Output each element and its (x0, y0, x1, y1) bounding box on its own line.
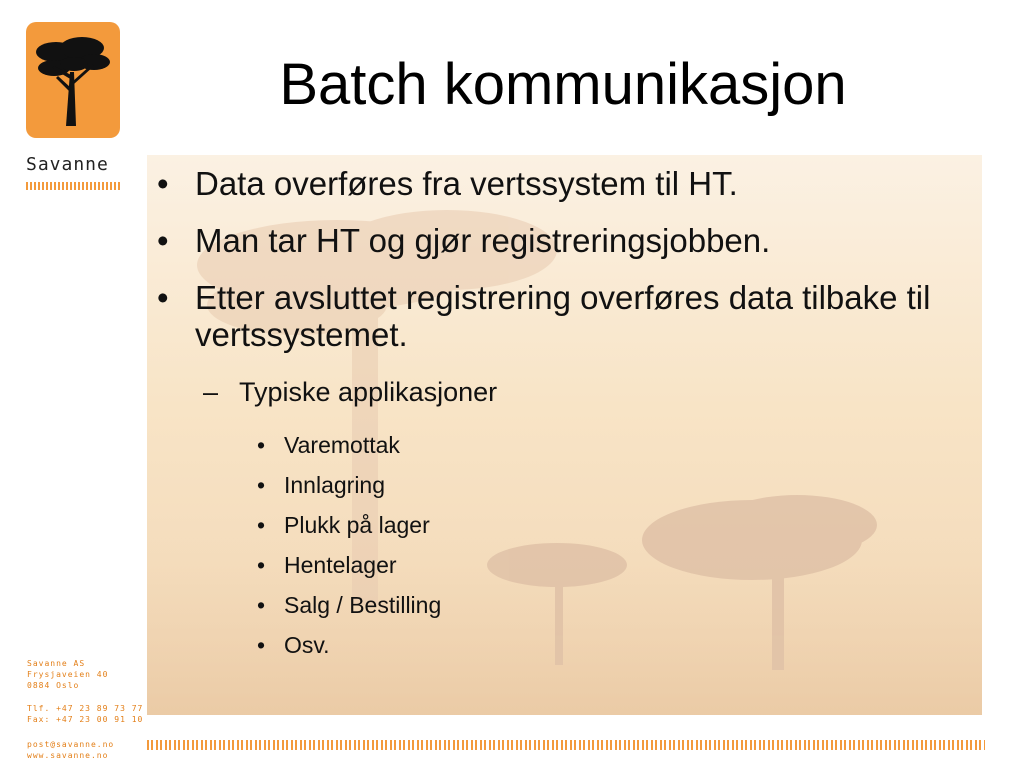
company-address (27, 658, 108, 691)
dash-glyph: – (203, 377, 219, 407)
company-online-block (27, 739, 114, 761)
application-text: Plukk på lager (284, 512, 430, 538)
bullet-glyph: • (157, 222, 169, 259)
bullet-glyph: • (157, 279, 169, 316)
street-address: Frysjaveien 40 (27, 670, 109, 679)
bullet-glyph: • (257, 512, 266, 538)
slide-title: Batch kommunikasjon (279, 52, 847, 117)
application-item (147, 591, 441, 619)
application-text: Salg / Bestilling (284, 592, 442, 618)
application-text: Hentelager (284, 552, 397, 578)
bullet-item (147, 222, 955, 259)
bullet-glyph: • (157, 165, 169, 202)
company-name: Savanne AS (27, 659, 86, 668)
website-address[interactable]: www.savanne.no (27, 751, 109, 760)
fax-number: Fax: +47 23 00 91 10 (27, 715, 144, 724)
bullet-glyph: • (257, 632, 266, 658)
brand-name: Savanne (26, 154, 109, 175)
company-phone-block (27, 703, 143, 725)
application-text: Innlagring (284, 472, 386, 498)
content-panel (147, 155, 982, 715)
bullet-text: Etter avsluttet registrering overføres data tilbake til vertssystemet. (195, 279, 931, 353)
email-address[interactable]: post@savanne.no (27, 740, 115, 749)
footer-barcode-decoration (147, 740, 985, 750)
brand-barcode-decoration (26, 182, 122, 190)
acacia-tree-icon (26, 22, 120, 138)
savanne-logo (26, 22, 120, 138)
bullet-text: Man tar HT og gjør registreringsjobben. (195, 222, 771, 259)
application-item (147, 511, 441, 539)
bullet-item (147, 279, 935, 353)
bullet-glyph: • (257, 552, 266, 578)
bullet-glyph: • (257, 432, 266, 458)
application-item (147, 551, 441, 579)
city-address: 0884 Oslo (27, 681, 80, 690)
bullet-glyph: • (257, 592, 266, 618)
bullet-item (147, 165, 955, 202)
sub-bullet-item (147, 376, 497, 408)
application-text: Varemottak (284, 432, 400, 458)
bullet-glyph: • (257, 472, 266, 498)
bullet-text: Data overføres fra vertssystem til HT. (195, 165, 738, 202)
application-item (147, 631, 441, 659)
sub-bullet-text: Typiske applikasjoner (239, 377, 498, 407)
application-item (147, 471, 441, 499)
phone-number: Tlf. +47 23 89 73 77 (27, 704, 144, 713)
application-text: Osv. (284, 632, 330, 658)
application-item (147, 431, 441, 459)
